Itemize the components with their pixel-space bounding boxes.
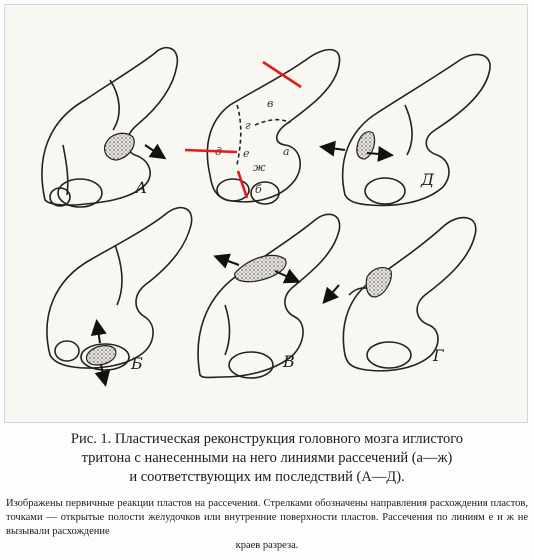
note-text: Изображены первичные реакции пластов на рассечения. Стрелками обозначены направления расхождения пластов, точками — открытые полости желудочков или внутренние поверхности пластов. Рассечения по линиям е и ж не вызывали расхождение xyxy=(6,498,528,537)
brain-A xyxy=(42,48,177,207)
arrow-D-left xyxy=(323,147,345,150)
figure-caption xyxy=(6,430,528,487)
cavity-V xyxy=(235,255,286,281)
brain-G xyxy=(343,218,475,371)
cavity-G xyxy=(366,268,391,297)
arrow-V-right xyxy=(275,271,297,281)
red-cut-lines xyxy=(185,62,301,198)
brain-central xyxy=(207,50,339,204)
panel-label-A: А xyxy=(135,178,148,197)
brain-V xyxy=(198,214,340,378)
cut-label-a: а xyxy=(283,145,290,158)
panel-label-B: Б xyxy=(131,354,143,373)
brain-D xyxy=(343,54,490,205)
cut-label-g: г xyxy=(245,119,251,132)
panel-label-D: Д xyxy=(421,170,435,189)
newt-brain-diagram xyxy=(5,5,529,424)
cavity-B xyxy=(86,346,115,365)
cut-label-v: в xyxy=(267,97,274,110)
cavity-A xyxy=(105,133,135,160)
arrow-G xyxy=(325,285,339,301)
figure-note xyxy=(6,497,528,553)
cut-label-e: е xyxy=(243,147,250,160)
cavity-D xyxy=(357,132,375,159)
figure-frame xyxy=(4,4,528,423)
arrow-B-up xyxy=(97,323,100,343)
red-cut-line-bottom xyxy=(238,171,247,198)
red-cut-line-middle xyxy=(185,150,237,152)
cut-label-zh: ж xyxy=(253,161,266,174)
caption-line-1: Рис. 1. Пластическая реконструкция головного мозга иглистого xyxy=(70,431,464,447)
arrow-A xyxy=(145,145,163,157)
caption-line-2: тритона с нанесенными на него линиями рассечений (а—ж) xyxy=(81,450,453,466)
panel-label-V: В xyxy=(283,352,295,371)
note-tail: краев разреза. xyxy=(235,540,299,551)
panel-label-G: Г xyxy=(433,346,444,365)
brain-B xyxy=(47,208,192,370)
cut-label-b: б xyxy=(255,183,262,196)
arrow-V-left xyxy=(217,257,239,265)
caption-line-3: и соответствующих им последствий (А—Д). xyxy=(129,469,405,485)
